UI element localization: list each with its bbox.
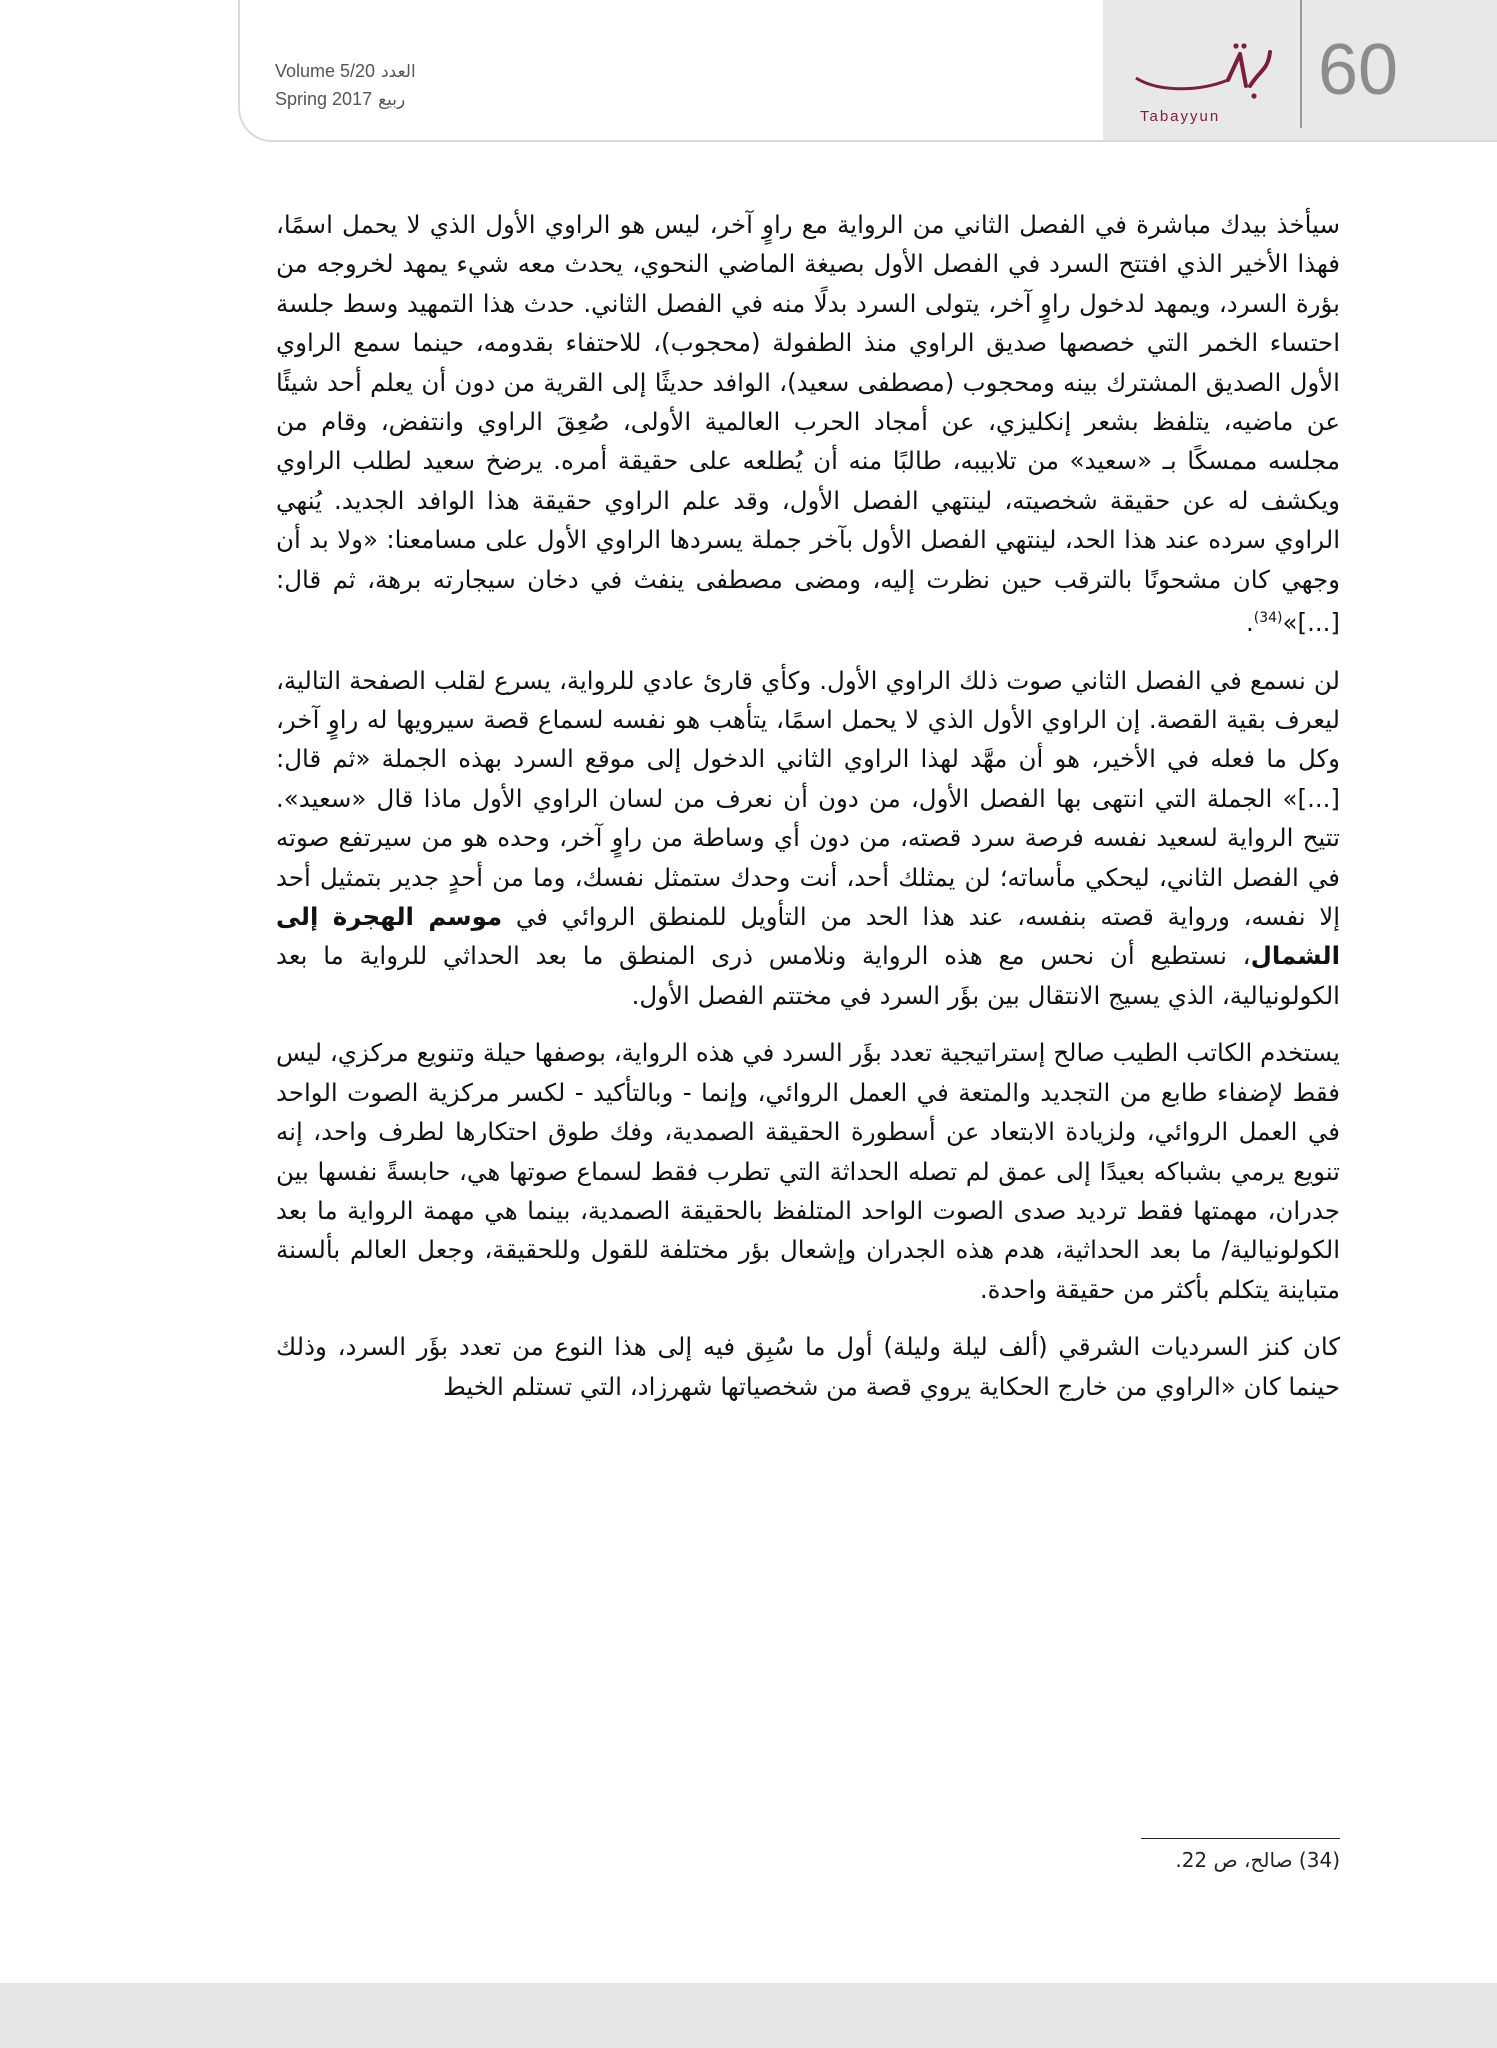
volume-label-ar: العدد (381, 62, 416, 82)
page-bottom-bar (0, 1983, 1497, 2048)
logo-wordmark: Tabayyun (1140, 108, 1221, 125)
season-label-ar: ربيع (378, 90, 406, 110)
header (0, 0, 1497, 140)
season-row (275, 86, 416, 114)
paragraph-2 (276, 661, 1340, 1016)
season-label: Spring 2017 (275, 89, 373, 109)
page-number: 60 (1318, 30, 1399, 110)
paragraph-3: يستخدم الكاتب الطيب صالح إستراتيجية تعدد بؤَر السرد في هذه الرواية، بوصفها حيلة وتنويع مركزي، ليس فقط لإضفاء طابع من التجديد والمتعة في العمل الروائي، وإنما - وبالتأكيد - لكسر مركزية الصوت الواحد في العمل الروائي، ولزيادة الابتعاد عن أسطورة الحقيقة الصمدية، وفك طوق احتكارها لطرف واحد، إنه تنويع يرمي بشباكه بعيدًا إلى عمق لم تصله الحداثة التي تطرب فقط لسماع صوتها هي، حابسةً نفسها بين جدران، مهمتها فقط ترديد صدى الصوت الواحد المتلفظ بالحقيقة الصمدية، بينما هي مهمة الرواية ما بعد الكولونيالية/ ما بعد الحداثية، هدم هذه الجدران وإشعال بؤر مختلفة للقول وللحقيقة، وجعل العالم بألسنة متباينة يتكلم بأكثر من حقيقة واحدة. (276, 1038, 1340, 1304)
footnote-divider (1141, 1838, 1340, 1839)
novel-title: موسم الهجرة إلى الشمال (276, 902, 1340, 971)
paragraph-2-text-b: ، نستطيع أن نحس مع هذه الرواية ونلامس ذرى المنطق ما بعد الحداثي للرواية ما بعد الكولونيالية، الذي يسيج الانتقال بين بؤَر السرد في مختتم الفصل الأول. (276, 941, 1340, 1010)
article-body (276, 205, 1340, 1424)
tabayyun-logo (1128, 40, 1278, 100)
paragraph-4: كان كنز السرديات الشرقي (ألف ليلة وليلة) أول ما سُبِق فيه إلى هذا النوع من تعدد بؤَر السرد، وذلك حينما كان «الراوي من خارج الحكاية يروي قصة من شخصياتها شهرزاد، التي تستلم الخيط (276, 1332, 1340, 1401)
paragraph-1-text: سيأخذ بيدك مباشرة في الفصل الثاني من الرواية مع راوٍ آخر، ليس هو الراوي الأول الذي لا يحمل اسمًا، فهذا الأخير الذي افتتح السرد في الفصل الأول بصيغة الماضي النحوي، يحدث معه شيء يمهد لخروجه من بؤرة السرد، ويمهد لدخول راوٍ آخر، يتولى السرد بدلًا منه في الفصل الثاني. حدث هذا التمهيد وسط جلسة احتساء الخمر التي خصصها صديق الراوي منذ الطفولة (محجوب)، للاحتفاء بقدومه، حينما سمع الراوي الأول الصديق المشترك بينه ومحجوب (مصطفى سعيد)، الوافد حديثًا إلى القرية من دون أن يعلم أحد شيئًا عن ماضيه، يتلفظ بشعر إنكليزي، عن أمجاد الحرب العالمية الأولى، صُعِقَ الراوي وانتفض، وقام من مجلسه ممسكًا بـ «سعيد» من تلابيبه، طالبًا منه أن يُطلعه على حقيقة أمره. يرضخ سعيد لطلب الراوي ويكشف له عن حقيقة شخصيته، لينتهي الفصل الأول، وقد علم الراوي حقيقة هذا الوافد الجديد. يُنهي الراوي سرده عند هذا الحد، لينتهي الفصل الأول بآخر جملة يسردها الراوي الأول على مسامعنا: «ولا بد أن وجهي كان مشحونًا بالترقب حين نظرت إليه، ومضى مصطفى ينفث في دخان سيجارته برهة، ثم قال: [...]» (276, 210, 1340, 638)
volume-label: Volume 5/20 (275, 61, 376, 81)
page-number-divider (1300, 0, 1302, 128)
paragraph-1 (276, 205, 1340, 643)
issue-info (275, 58, 416, 114)
paragraph-1-end: . (1245, 608, 1254, 638)
footnote-34: (34) صالح، ص 22. (1175, 1848, 1340, 1872)
volume-row (275, 58, 416, 86)
footnote-ref-34: (34) (1253, 610, 1283, 627)
paragraph-2-text-a: لن نسمع في الفصل الثاني صوت ذلك الراوي الأول. وكأي قارئ عادي للرواية، يسرع لقلب الصفحة التالية، ليعرف بقية القصة. إن الراوي الأول الذي لا يحمل اسمًا، يتأهب هو نفسه لسماع قصة سيرويها له راوٍ آخر، وكل ما فعله في الأخير، هو أن مهَّد لهذا الراوي الثاني الدخول إلى موقع السرد بهذه الجملة «ثم قال: [...]» الجملة التي انتهى بها الفصل الأول، من دون أن نعرف من لسان الراوي الأول ماذا قال «سعيد». تتيح الرواية لسعيد نفسه فرصة سرد قصته، من دون أي وساطة من راوٍ آخر، وحده هو من سيرتفع صوته في الفصل الثاني، ليحكي مأساته؛ لن يمثلك أحد، أنت وحدك ستمثل نفسك، وما من أحدٍ جدير بتمثيل أحد إلا نفسه، ورواية قصته بنفسه، عند هذا الحد من التأويل للمنطق الروائي في (276, 665, 1340, 932)
